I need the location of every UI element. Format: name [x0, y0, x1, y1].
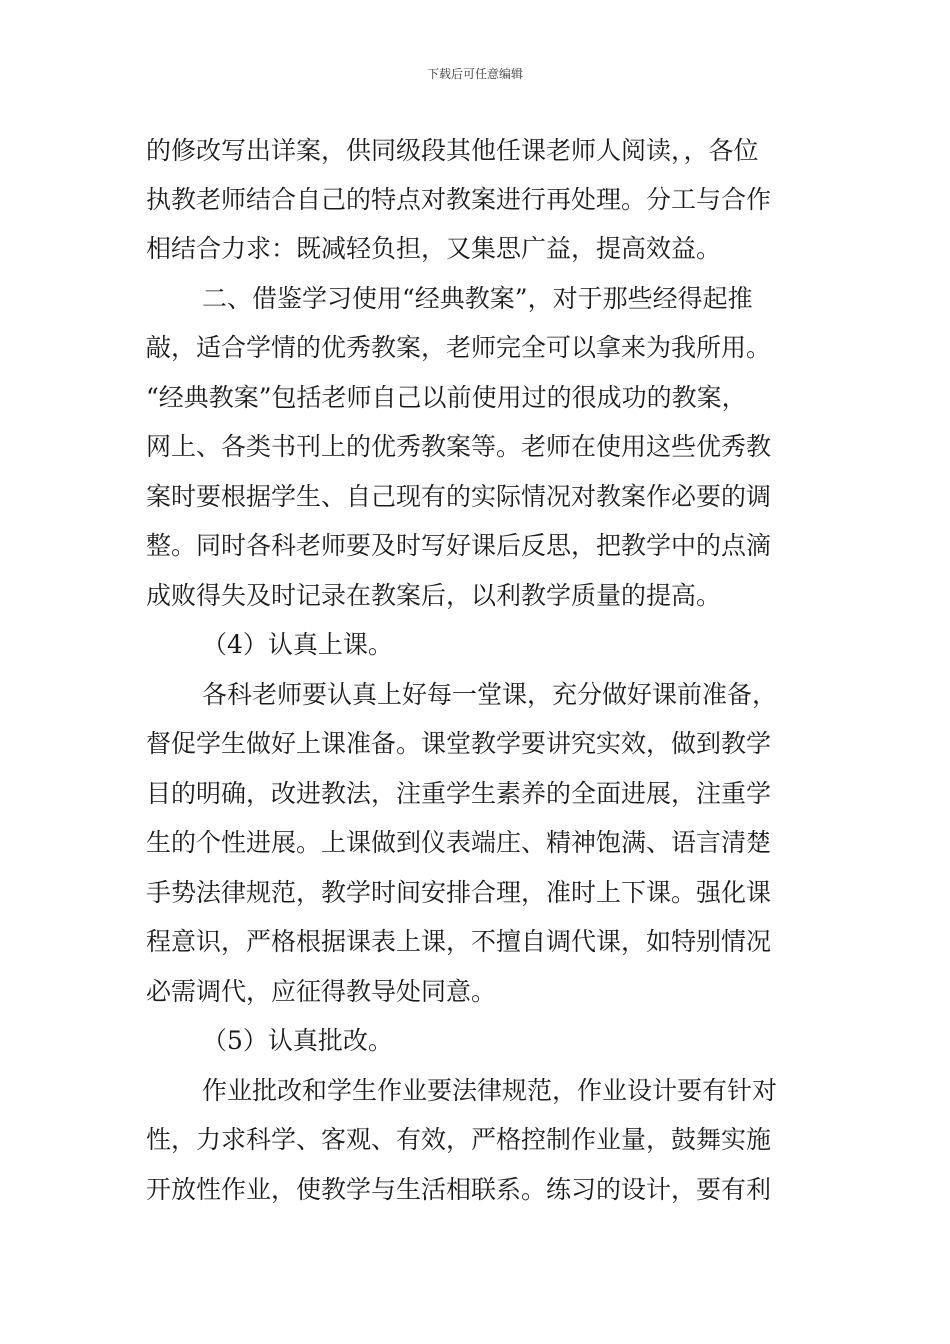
- body-line: 督促学生做好上课准备。课堂教学要讲究实效，做到教学: [146, 729, 772, 758]
- paragraph-start-line: 各科老师要认真上好每一堂课，充分做好课前准备，: [202, 680, 778, 709]
- body-line: 程意识，严格根据课表上课，不擅自调代课，如特别情况: [146, 927, 772, 956]
- body-line: 开放性作业，使教学与生活相联系。练习的设计，要有利: [146, 1175, 772, 1204]
- body-line: 的修改写出详案，供同级段其他任课老师人阅读，，各位: [146, 136, 759, 165]
- body-line: 成败得失及时记录在教案后，以利教学质量的提高。: [146, 581, 722, 610]
- body-line: 目的明确，改进教法，注重学生素养的全面进展，注重学: [146, 779, 772, 808]
- body-line: 网上、各类书刊上的优秀教案等。老师在使用这些优秀教: [146, 432, 772, 461]
- body-line: 执教老师结合自己的特点对教案进行再处理。分工与合作: [146, 185, 772, 214]
- section-heading: （4）认真上课。: [202, 630, 393, 659]
- body-line: 必需调代，应征得教导处同意。: [146, 977, 497, 1006]
- section-heading: （5）认真批改。: [202, 1026, 393, 1055]
- page-header: 下载后可任意编辑: [426, 67, 523, 81]
- body-line: 生的个性进展。上课做到仪表端庄、精神饱满、语言清楚: [146, 828, 772, 857]
- paragraph-start-line: 二、借鉴学习使用“经典教案”，对于那些经得起推: [202, 284, 753, 313]
- body-line: 性，力求科学、客观、有效，严格控制作业量，鼓舞实施: [146, 1125, 772, 1154]
- body-line: 相结合力求：既减轻负担，又集思广益，提高效益。: [146, 234, 722, 263]
- body-line: “经典教案”包括老师自己以前使用过的很成功的教案，: [146, 383, 747, 412]
- body-line: 敲，适合学情的优秀教案，老师完全可以拿来为我所用。: [146, 333, 772, 362]
- body-line: 案时要根据学生、自己现有的实际情况对教案作必要的调: [146, 482, 772, 511]
- body-line: 手势法律规范，教学时间安排合理，准时上下课。强化课: [146, 878, 772, 907]
- body-line: 整。同时各科老师要及时写好课后反思，把教学中的点滴: [146, 531, 772, 560]
- paragraph-start-line: 作业批改和学生作业要法律规范，作业设计要有针对: [202, 1076, 778, 1105]
